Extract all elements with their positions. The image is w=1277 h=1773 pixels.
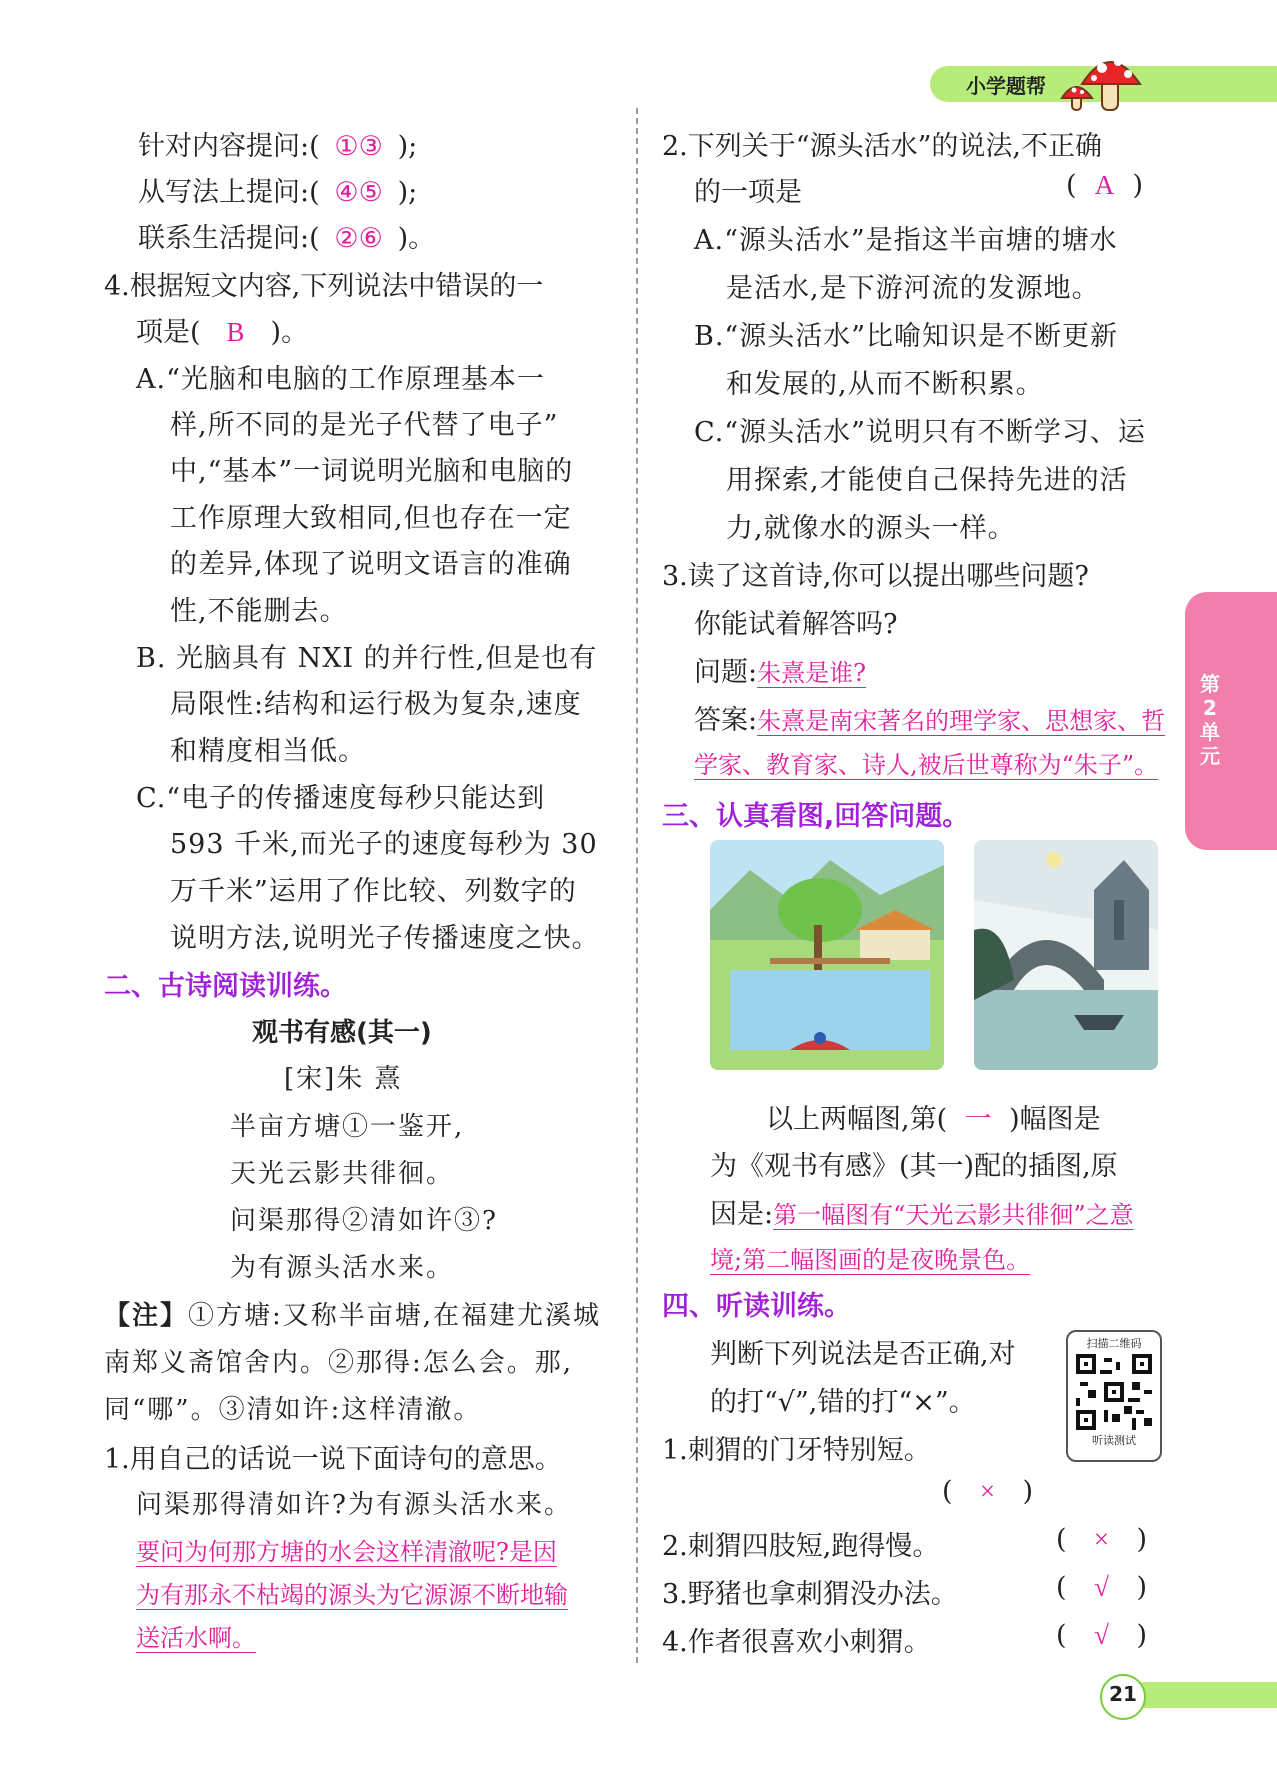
q1-answer-line: 要问为何那方塘的水会这样清澈呢?是因 [136, 1538, 557, 1566]
listen-item-text: 1.刺猬的门牙特别短。 [662, 1435, 931, 1466]
listen-item-answer: ( √ ) [1056, 1572, 1148, 1603]
q4-option-a-line: 中,“基本”一词说明光脑和电脑的 [170, 456, 574, 487]
picture-answer-line2: 境;第二幅图画的是夜晚景色。 [710, 1246, 1031, 1274]
q1-answer-line: 送活水啊。 [136, 1624, 256, 1652]
bridge-illustration-2 [974, 840, 1158, 1070]
q4-option-b-line: 局限性:结构和运行极为复杂,速度 [170, 689, 582, 720]
section-4-title: 四、听读训练。 [662, 1291, 851, 1322]
qr-bottom-label: 听读测试 [1092, 1434, 1136, 1447]
listen-item-answer: ( × ) [1056, 1524, 1148, 1555]
q4-option-c-line: 万千米”运用了作比较、列数字的 [170, 876, 577, 907]
q2-answer-paren: ( A ) [1066, 170, 1144, 201]
mushroom-logo-icon [1058, 46, 1148, 116]
q4-option-a-line: 工作原理大致相同,但也存在一定 [170, 503, 572, 534]
poem-note-line: 同“哪”。③清如许:这样清澈。 [104, 1395, 482, 1425]
q4-stem: 4.根据短文内容,下列说法中错误的一 [104, 271, 544, 302]
q2-option-c-line: C.“源头活水”说明只有不断学习、运 [694, 417, 1146, 448]
unit-tab-label: 第 2 单 元 [1200, 672, 1220, 768]
poem-line: 天光云影共徘徊。 [230, 1159, 455, 1189]
poem-line: 半亩方塘①一鉴开, [230, 1112, 465, 1142]
column-divider [636, 108, 638, 1663]
poem-author: [宋]朱 熹 [284, 1064, 403, 1094]
q1-stem: 1.用自己的话说一说下面诗句的意思。 [104, 1444, 562, 1475]
q4-answer-line: 项是( B )。 [136, 317, 309, 348]
q4-option-b-line: B. 光脑具有 NXI 的并行性,但是也有 [136, 643, 598, 674]
listen-item-text: 4.作者很喜欢小刺猬。 [662, 1627, 931, 1658]
listen-intro-line1: 判断下列说法是否正确,对 [710, 1339, 1016, 1370]
q4-option-b-line: 和精度相当低。 [170, 736, 366, 767]
q2-stem-line2: 的一项是 [694, 177, 802, 208]
q4-option-a-line: 样,所不同的是光子代替了电子” [170, 410, 559, 441]
q4-option-c-line: C.“电子的传播速度每秒只能达到 [136, 783, 546, 814]
q2-stem: 2.下列关于“源头活水”的说法,不正确 [662, 131, 1102, 162]
q-life-line: 联系生活提问:( ②⑥ )。 [138, 223, 436, 254]
poem-note-line: 南郑义斋馆舍内。②那得:怎么会。那, [104, 1348, 574, 1378]
q1-answer-line: 为有那永不枯竭的源头为它源源不断地输 [136, 1581, 568, 1609]
q2-option-a-line: A.“源头活水”是指这半亩塘的塘水 [694, 225, 1118, 256]
q-writing-line: 从写法上提问:( ④⑤ ); [138, 177, 418, 208]
poem-line: 为有源头活水来。 [230, 1253, 455, 1283]
picture-question-line2: 为《观书有感》(其一)配的插图,原 [710, 1151, 1118, 1182]
q4-option-a-line: 性,不能删去。 [170, 596, 348, 627]
listen-item-answer: ( × ) [942, 1476, 1034, 1507]
section-2-title: 二、古诗阅读训练。 [104, 971, 347, 1002]
q4-option-c-line: 593 千米,而光子的速度每秒为 30 [170, 829, 598, 860]
page-number: 21 [1109, 1682, 1137, 1706]
q-content-line: 针对内容提问:( ①③ ); [138, 131, 418, 162]
picture-question-line3: 因是:第一幅图有“天光云影共徘徊”之意 [710, 1199, 1134, 1230]
q3-answer-line: 答案:朱熹是南宋著名的理学家、思想家、哲 [694, 705, 1166, 736]
q2-option-c-line: 用探索,才能使自己保持先进的活 [726, 465, 1128, 496]
q3-stem-line2: 你能试着解答吗? [694, 609, 898, 640]
listen-item-text: 3.野猪也拿刺猬没办法。 [662, 1579, 958, 1610]
q2-option-a-line: 是活水,是下游河流的发源地。 [726, 273, 1100, 304]
q2-option-c-line: 力,就像水的源头一样。 [726, 513, 1016, 544]
picture-question-line: 以上两幅图,第( 一 )幅图是 [766, 1104, 1101, 1135]
q2-option-b-line: 和发展的,从而不断积累。 [726, 369, 1044, 400]
listen-item-answer: ( √ ) [1056, 1620, 1148, 1651]
q3-answer-line2: 学家、教育家、诗人,被后世尊称为“朱子”。 [694, 751, 1159, 779]
q3-stem: 3.读了这首诗,你可以提出哪些问题? [662, 561, 1089, 592]
q1-poem-line: 问渠那得清如许?为有源头活水来。 [136, 1490, 572, 1520]
poem-title: 观书有感(其一) [252, 1018, 432, 1048]
landscape-illustration-1 [710, 840, 944, 1070]
listen-item-text: 2.刺猬四肢短,跑得慢。 [662, 1531, 940, 1562]
q3-question-line: 问题:朱熹是谁? [694, 657, 866, 688]
qr-code-box[interactable] [1066, 1330, 1162, 1462]
qr-top-label: 扫描二维码 [1086, 1337, 1142, 1350]
brand-title: 小学题帮 [966, 74, 1046, 98]
q4-option-c-line: 说明方法,说明光子传播速度之快。 [170, 923, 600, 954]
q4-option-a-line: 的差异,体现了说明文语言的准确 [170, 549, 572, 580]
poem-note-line: 【注】①方塘:又称半亩塘,在福建尤溪城 [104, 1301, 602, 1331]
q4-option-a-line: A.“光脑和电脑的工作原理基本一 [136, 364, 545, 395]
section-3-title: 三、认真看图,回答问题。 [662, 801, 970, 832]
q2-option-b-line: B.“源头活水”比喻知识是不断更新 [694, 321, 1119, 352]
poem-line: 问渠那得②清如许③? [230, 1206, 498, 1236]
qr-code-icon [1076, 1354, 1152, 1430]
listen-intro-line2: 的打“√”,错的打“×”。 [710, 1387, 976, 1418]
